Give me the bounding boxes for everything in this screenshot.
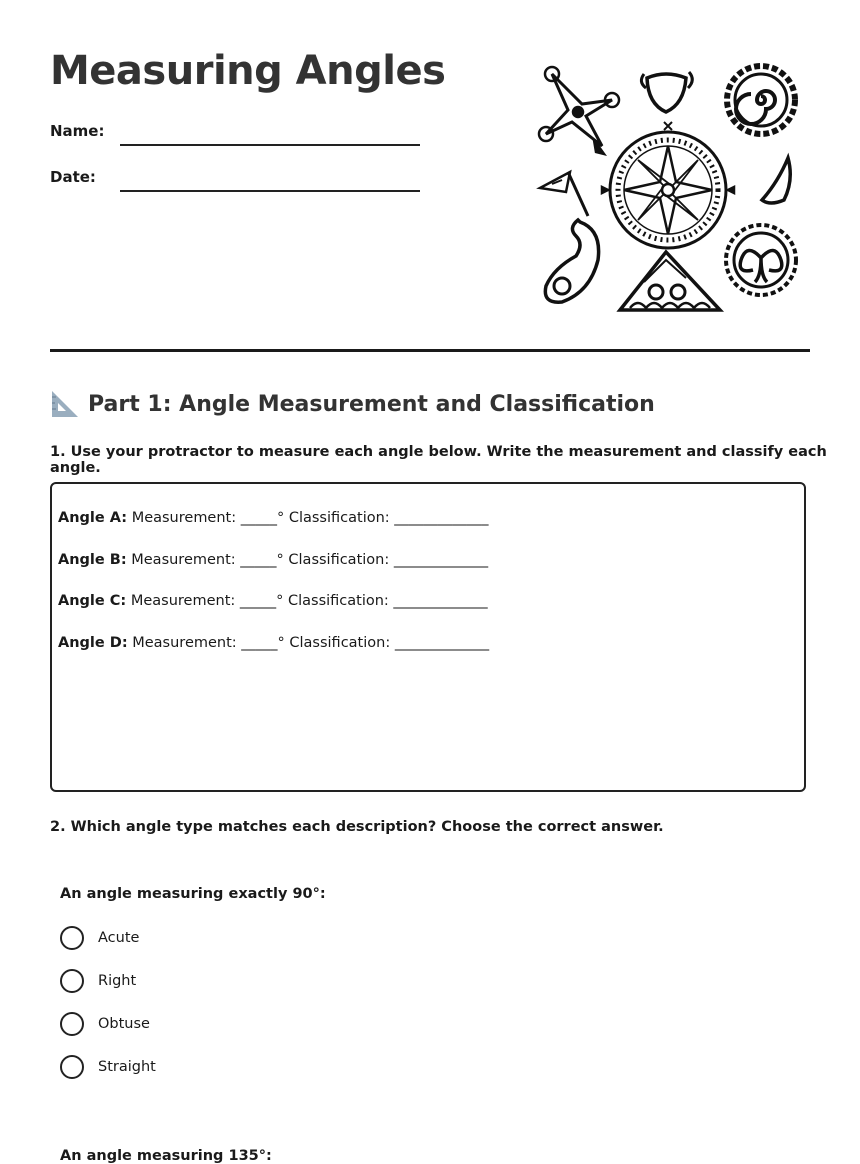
angle-b-label: Angle B: <box>58 552 127 568</box>
header-divider <box>50 349 810 352</box>
question-2-text: 2. Which angle type matches each description? Choose the correct answer. <box>50 819 664 835</box>
option-label: Right <box>98 973 137 989</box>
angle-a-label: Angle A: <box>58 510 128 526</box>
radio-button[interactable] <box>60 1055 84 1079</box>
angle-a-fields: Measurement: _____° Classification: _____________ <box>131 510 489 526</box>
compass-and-decorative-symbols-icon <box>532 60 808 318</box>
angle-d-fields: Measurement: _____° Classification: _____________ <box>132 635 490 651</box>
mc-prompt-1: An angle measuring exactly 90°: <box>60 886 326 902</box>
angle-c-fields: Measurement: _____° Classification: _____________ <box>130 593 488 609</box>
option-straight[interactable] <box>60 1054 156 1080</box>
question-1-text: 1. Use your protractor to measure each angle below. Write the measurement and classify each angle. <box>50 444 827 476</box>
page-title: Measuring Angles <box>50 48 446 94</box>
mc-prompt-2: An angle measuring 135°: <box>60 1148 272 1164</box>
set-square-icon <box>50 389 80 419</box>
part1-heading <box>50 386 655 422</box>
name-field-row <box>50 116 420 146</box>
angle-d-label: Angle D: <box>58 635 128 651</box>
angle-row-c[interactable] <box>58 593 488 609</box>
angle-c-label: Angle C: <box>58 593 127 609</box>
date-label: Date: <box>50 168 96 186</box>
option-obtuse[interactable] <box>60 1011 150 1037</box>
option-label: Obtuse <box>98 1016 150 1032</box>
option-label: Straight <box>98 1059 156 1075</box>
option-right[interactable] <box>60 968 136 994</box>
date-field-row <box>50 162 420 192</box>
date-field[interactable] <box>120 170 420 192</box>
option-label: Acute <box>98 930 140 946</box>
option-acute[interactable] <box>60 925 139 951</box>
angle-row-b[interactable] <box>58 552 488 568</box>
name-field[interactable] <box>120 124 420 146</box>
angle-row-d[interactable] <box>58 635 489 651</box>
radio-button[interactable] <box>60 1012 84 1036</box>
radio-button[interactable] <box>60 969 84 993</box>
radio-button[interactable] <box>60 926 84 950</box>
angle-answer-box <box>50 482 806 792</box>
name-label: Name: <box>50 122 105 140</box>
angle-b-fields: Measurement: _____° Classification: _____________ <box>131 552 489 568</box>
part1-title: Part 1: Angle Measurement and Classification <box>88 391 655 417</box>
angle-row-a[interactable] <box>58 510 489 526</box>
